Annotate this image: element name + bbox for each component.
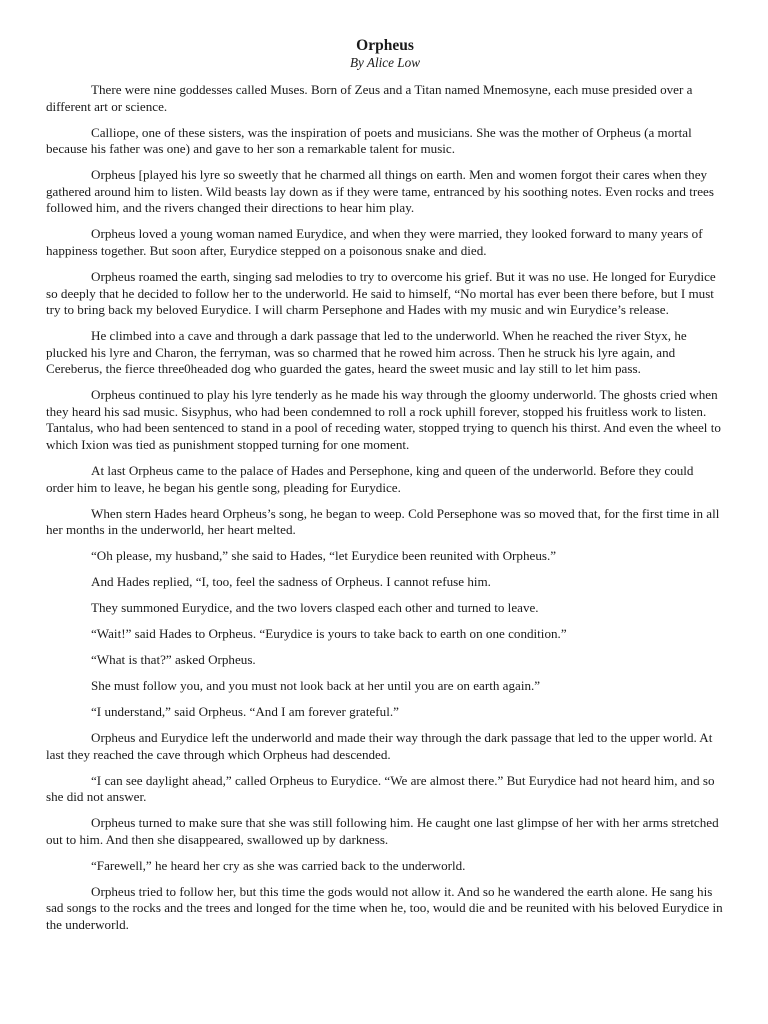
paragraph: He climbed into a cave and through a dark passage that led to the underworld. When he reached the river Styx, he plucked his lyre and Charon, the ferryman, was so charmed that he rowed him across. Then he struck his lyre again, and Cereberus, the fierce three0headed dog who guarded the gates, heard the sweet music and lay still to let him pass. xyxy=(46,328,687,377)
paragraph: “I can see daylight ahead,” called Orpheus to Eurydice. “We are almost there.” But Eurydice had not heard him, and so she did not answer. xyxy=(46,772,715,805)
paragraph: “Wait!” said Hades to Orpheus. “Eurydice is yours to take back to earth on one condition.” xyxy=(91,626,567,642)
paragraph: Orpheus turned to make sure that she was still following him. He caught one last glimpse of her with her arms stretched out to him. And then she disappeared, swallowed up by darkness. xyxy=(46,815,719,847)
paragraph: And Hades replied, “I, too, feel the sadness of Orpheus. I cannot refuse him. xyxy=(91,574,491,590)
paragraph: Orpheus continued to play his lyre tenderly as he made his way through the gloomy underworld. The ghosts cried when they heard his sad music. Sisyphus, who had been condemned to roll a rock uphill forever, stopped his fruitless work to listen. Tantalus, who had been sentenced to stand in a pool of receding water, stopped trying to quench his thirst. And even the wheel to which Ixion was tied as punishment stopped turning for one moment. xyxy=(46,387,721,453)
paragraph: “Farewell,” he heard her cry as she was carried back to the underworld. xyxy=(91,857,466,873)
document-body xyxy=(46,82,724,934)
paragraph: Orpheus and Eurydice left the underworld and made their way through the dark passage that led to the upper world. At last they reached the cave through which Orpheus had descended. xyxy=(46,730,713,762)
paragraph: “What is that?” asked Orpheus. xyxy=(91,652,256,668)
paragraph: Orpheus loved a young woman named Eurydice, and when they were married, they looked forward to many years of happiness together. But soon after, Eurydice stepped on a poisonous snake and died. xyxy=(46,226,703,258)
paragraph: They summoned Eurydice, and the two lovers clasped each other and turned to leave. xyxy=(91,600,539,616)
document-byline: By Alice Low xyxy=(349,55,421,70)
paragraph: When stern Hades heard Orpheus’s song, he began to weep. Cold Persephone was so moved that, for the first time in all her months in the underworld, her heart melted. xyxy=(46,505,720,538)
paragraph: At last Orpheus came to the palace of Hades and Persephone, king and queen of the underworld. Before they could order him to leave, he began his gentle song, pleading for Eurydice. xyxy=(46,463,694,495)
document-page xyxy=(46,37,724,943)
paragraph: Orpheus tried to follow her, but this time the gods would not allow it. And so he wandered the earth alone. He sang his sad songs to the rocks and the trees and longed for the time when he, too, would die and be reunited with his beloved Eurydice in the underworld. xyxy=(46,883,723,932)
paragraph: “Oh please, my husband,” she said to Hades, “let Eurydice been reunited with Orpheus.” xyxy=(91,548,557,564)
paragraph: She must follow you, and you must not look back at her until you are on earth again.” xyxy=(91,678,541,694)
paragraph: Calliope, one of these sisters, was the inspiration of poets and musicians. She was the mother of Orpheus (a mortal because his father was one) and gave to her son a remarkable talent for music. xyxy=(46,124,692,157)
paragraph: Orpheus roamed the earth, singing sad melodies to try to overcome his grief. But it was no use. He longed for Eurydice so deeply that he decided to follow her to the underworld. He said to himself, “No mortal has ever been there before, but I must try to bring back my beloved Eurydice. I will charm Persephone and Hades with my music and win Eurydice’s release. xyxy=(46,268,716,318)
document-title: Orpheus xyxy=(356,37,414,54)
paragraph: “I understand,” said Orpheus. “And I am forever grateful.” xyxy=(91,704,399,720)
paragraph: Orpheus [played his lyre so sweetly that he charmed all things on earth. Men and women forgot their cares when they gathered around him to listen. Wild beasts lay down as if they were tame, entranced by his soothing notes. Even rocks and trees followed him, and the rivers changed their directions to hear him play. xyxy=(46,167,714,216)
paragraph: There were nine goddesses called Muses. Born of Zeus and a Titan named Mnemosyne, each muse presided over a different art or science. xyxy=(46,82,693,114)
